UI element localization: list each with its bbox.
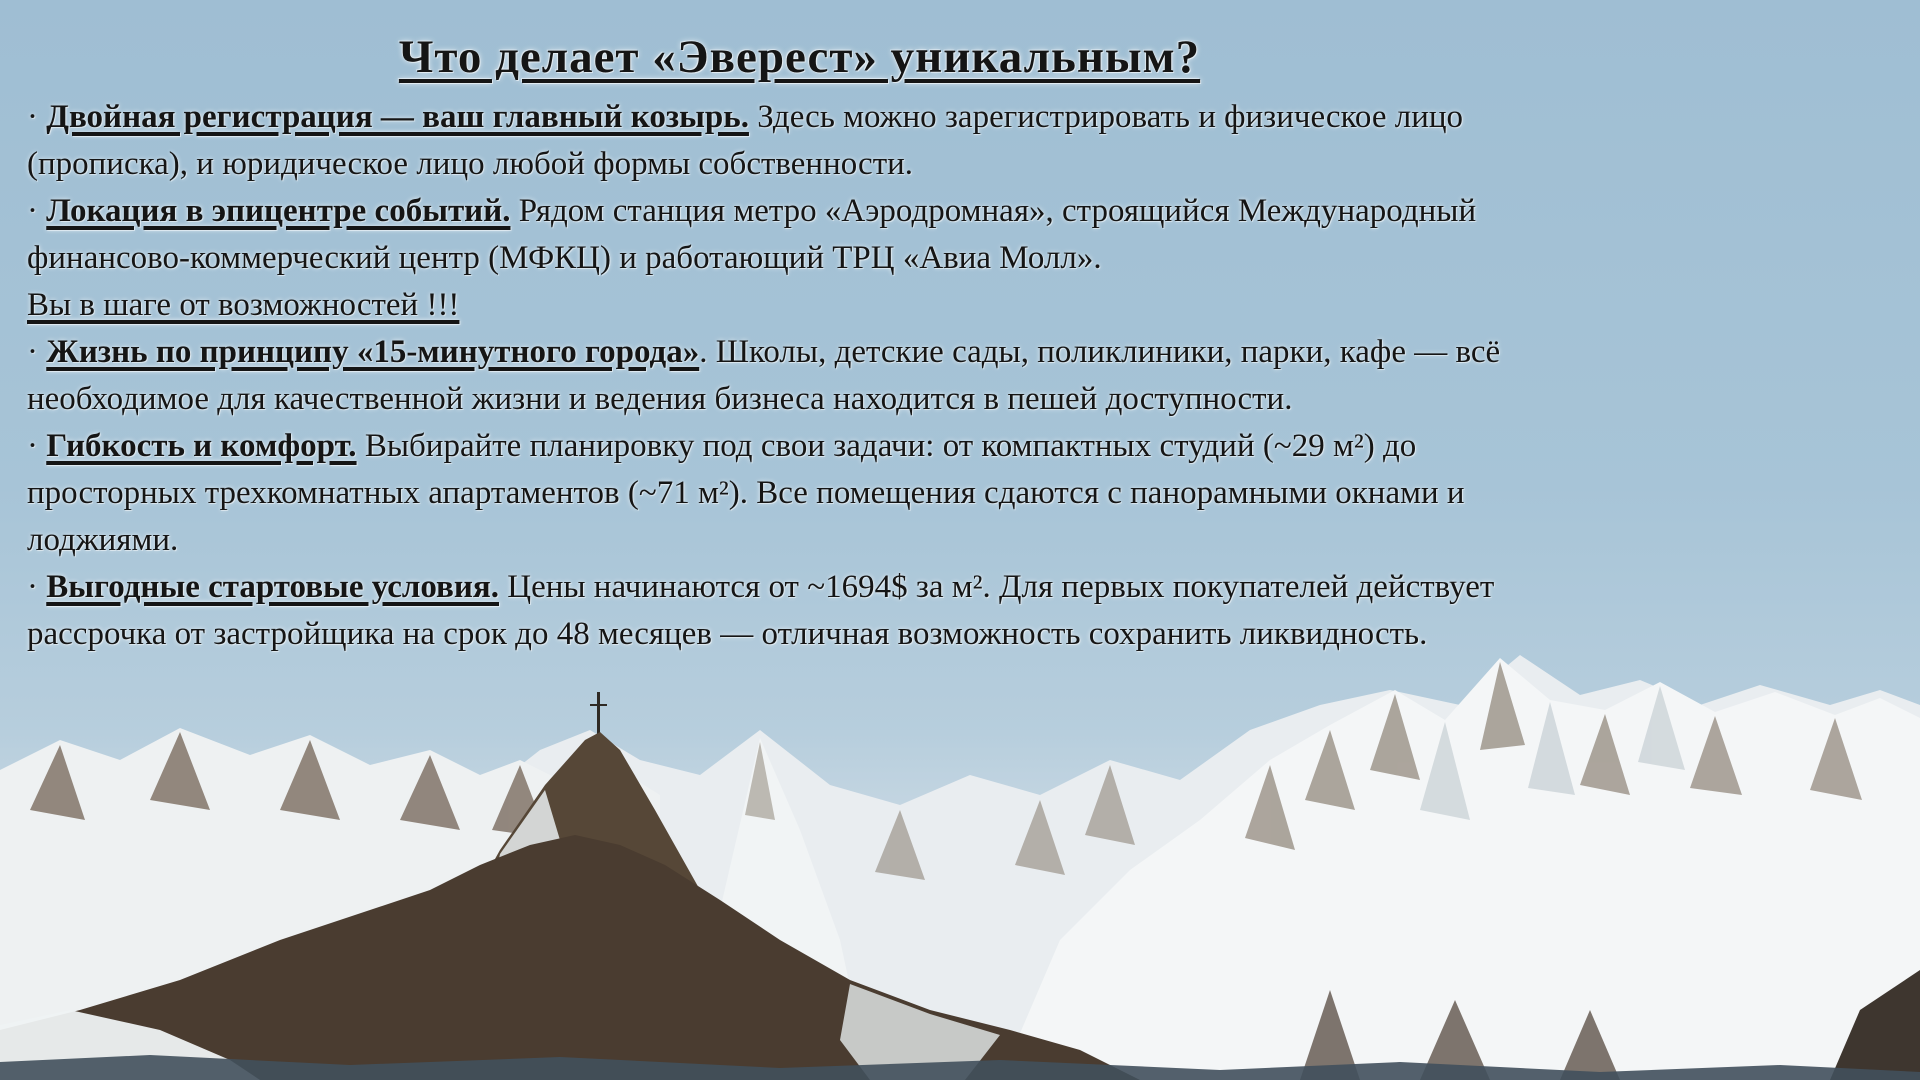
- bullet-body: Рядом станция метро «Аэродромная», строящийся Международный финансово-коммерческий центр (МФКЦ) и работающий ТРЦ «Авиа Молл».: [27, 193, 1477, 276]
- mountain-background-image: [0, 610, 1920, 1080]
- bullet-marker: ·: [27, 193, 38, 229]
- bullet-lead: Гибкость и комфорт.: [46, 428, 357, 464]
- bullet-lead: Двойная регистрация — ваш главный козырь.: [46, 99, 749, 135]
- bullet-lead: Выгодные стартовые условия.: [46, 569, 499, 605]
- page-title: Что делает «Эверест» уникальным?: [398, 31, 1201, 83]
- text-block: [27, 30, 1572, 658]
- bullet-lead: Локация в эпицентре событий.: [46, 193, 511, 229]
- bullet-body: Выбирайте планировку под свои задачи: от компактных студий (~29 м²) до просторных трехкомнатных апартаментов (~71 м²). Все помещения сдаются с панорамными окнами и лоджиями.: [27, 428, 1465, 558]
- antenna-mast: [597, 692, 600, 736]
- bullet-marker: ·: [27, 334, 38, 370]
- bullet-lead: Жизнь по принципу «15-минутного города»: [46, 334, 700, 370]
- bullet-marker: ·: [27, 428, 38, 464]
- bullet-body: . Школы, детские сады, поликлиники, парки, кафе — всё необходимое для качественной жизни и ведения бизнеса находится в пешей доступности.: [27, 334, 1501, 417]
- bullet-marker: ·: [27, 569, 38, 605]
- bullet-item-location: [27, 188, 1572, 329]
- bullet-marker: ·: [27, 99, 38, 135]
- bullet-body: Здесь можно зарегистрировать и физическое лицо (прописка), и юридическое лицо любой формы собственности.: [27, 99, 1464, 182]
- bullet-item-starting-terms: [27, 564, 1572, 658]
- bullet-body: Цены начинаются от ~1694$ за м². Для первых покупателей действует рассрочка от застройщика на срок до 48 месяцев — отличная возможность сохранить ликвидность.: [27, 569, 1495, 652]
- bullet-item-dual-registration: [27, 94, 1572, 188]
- bullet-tail: Вы в шаге от возможностей !!!: [27, 287, 460, 323]
- bullet-item-flexibility: [27, 423, 1572, 564]
- bullet-item-15-minute-city: [27, 329, 1572, 423]
